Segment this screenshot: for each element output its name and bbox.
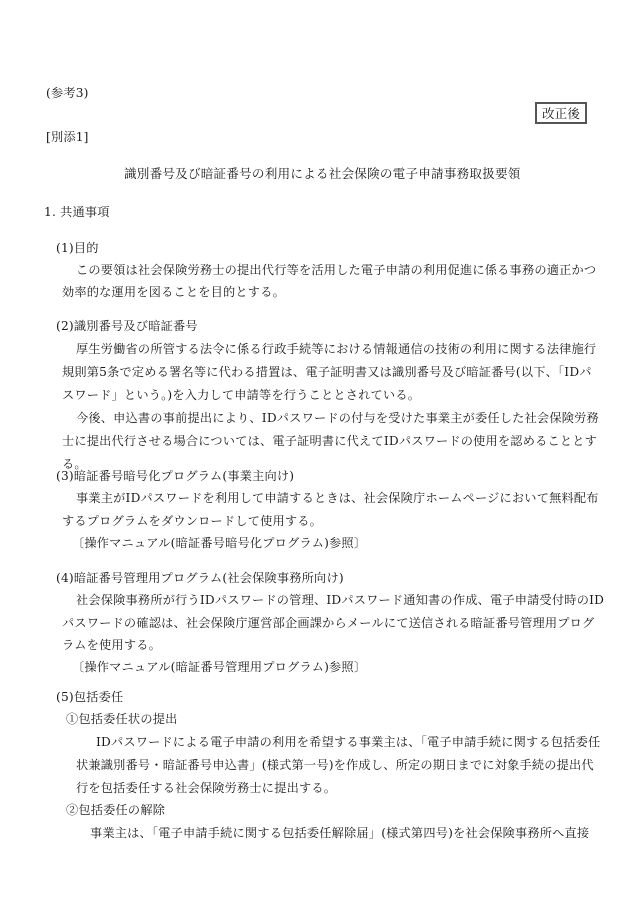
paragraph-line: するプログラムをダウンロードして使用する。 xyxy=(62,514,323,528)
section-heading: 1. 共通事項 xyxy=(44,205,110,219)
paragraph-line: 今後、申込書の事前提出により、IDパスワードの付与を受けた事業主が委任した社会保険労務 xyxy=(76,411,599,425)
paragraph-line: ラムを使用する。 xyxy=(62,638,161,652)
paragraph-line: 事業主がIDパスワードを利用して申請するときは、社会保険庁ホームページにおいて無料配布 xyxy=(76,491,599,505)
paragraph-line: 規則第5条で定める署名等に代わる措置は、電子証明書又は識別番号及び暗証番号(以下、「IDパ xyxy=(62,365,592,379)
paragraph-line: パスワードの確認は、社会保険庁運営部企画課からメールにて送信される暗証番号管理用プログ xyxy=(62,616,595,630)
subsection-heading-id-password: (2)識別番号及び暗証番号 xyxy=(56,319,198,333)
paragraph-line: 状兼識別番号・暗証番号申込書」(様式第一号)を作成し、所定の期日までに対象手続の提出代 xyxy=(76,758,594,772)
subsection-heading-management-program: (4)暗証番号管理用プログラム(社会保険事務所向け) xyxy=(56,571,344,585)
item-heading-delegation-submission: ①包括委任状の提出 xyxy=(66,712,178,726)
paragraph-line: る。 xyxy=(62,457,87,471)
manual-reference: 〔操作マニュアル(暗証番号暗号化プログラム)参照〕 xyxy=(72,536,367,550)
paragraph-line: スワード」という。)を入力して申請等を行うこととされている。 xyxy=(62,388,421,402)
item-heading-delegation-cancellation: ②包括委任の解除 xyxy=(66,803,166,817)
paragraph-line: IDパスワードによる電子申請の利用を希望する事業主は、「電子申請手続に関する包括委任 xyxy=(96,735,601,749)
reference-label: (参考3) xyxy=(46,86,89,100)
paragraph-line: 行を包括委任する社会保険労務士に提出する。 xyxy=(76,781,337,795)
paragraph-line: 効率的な運用を図ることを目的とする。 xyxy=(62,285,285,299)
paragraph-line: この要領は社会保険労務士の提出代行等を活用した電子申請の利用促進に係る事務の適正かつ xyxy=(76,263,597,277)
attachment-label: [別添1] xyxy=(46,130,89,144)
revision-badge: 改正後 xyxy=(535,102,587,124)
subsection-heading-encryption-program: (3)暗証番号暗号化プログラム(事業主向け) xyxy=(56,469,295,483)
paragraph-line: 厚生労働省の所管する法令に係る行政手続等における情報通信の技術の利用に関する法律施行 xyxy=(76,342,597,356)
subsection-heading-comprehensive-delegation: (5)包括委任 xyxy=(56,690,124,704)
document-title: 識別番号及び暗証番号の利用による社会保険の電子申請事務取扱要領 xyxy=(124,166,521,181)
paragraph-line: 士に提出代行させる場合については、電子証明書に代えてIDパスワードの使用を認めることとす xyxy=(62,434,598,448)
manual-reference: 〔操作マニュアル(暗証番号管理用プログラム)参照〕 xyxy=(72,660,367,674)
subsection-heading-purpose: (1)目的 xyxy=(56,241,99,255)
paragraph-line: 社会保険事務所が行うIDパスワードの管理、IDパスワード通知書の作成、電子申請受付時のID xyxy=(76,593,605,607)
paragraph-line: 事業主は、「電子申請手続に関する包括委任解除届」(様式第四号)を社会保険事務所へ直接 xyxy=(90,826,590,840)
